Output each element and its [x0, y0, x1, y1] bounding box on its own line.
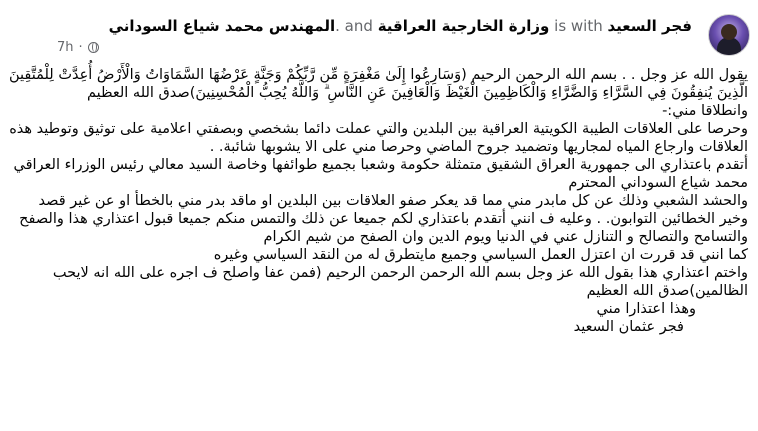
post-line-2: وانطلاقا مني:- [662, 103, 748, 119]
post-line-4: أتقدم باعتذاري الى جمهورية العراق الشقيق متمثلة حكومة وشعبا بجميع طوائفها وخاصة السيد معالي رئيس الوزراء العراقي محمد شياع السوداني المحترم [13, 157, 748, 191]
post-signature: فجر عثمان السعيد [573, 319, 684, 335]
post-meta [57, 40, 99, 55]
post-closing: وهذا اعتذارا مني [596, 301, 696, 317]
post-timestamp[interactable]: 7h [57, 40, 74, 55]
post-body [8, 66, 748, 336]
header-line [109, 16, 692, 36]
post-line-7: واختم اعتذاري هذا بقول الله عز وجل بسم الله الرحمن الرحمن الرحيم (فمن عفا واصلح ف اجره على الله انه لايحب الظالمين)صدق الله العظيم [52, 265, 748, 299]
and-connector: and [344, 17, 373, 35]
globe-icon[interactable] [88, 42, 99, 53]
tagged-person-link[interactable]: المهندس محمد شياع السوداني [108, 17, 336, 35]
post-header [0, 8, 758, 58]
post-line-5: والحشد الشعبي وذلك عن كل مابدر مني مما قد يعكر صفو العلاقات بين البلدين او ماقد بدر مني بالخطأ او عن غير قصد وخير الخطائين التوابون. . وعليه ف انني أتقدم باعتذاري لكم جميعا عن ذلك والتمس منكم جميعا قبول اعتذاري هذا والصفح والتسامح والتصالح و التنازل عني في الدنيا ويوم الدين وان الصفح من شيم الكرام [19, 193, 748, 245]
tagged-ministry-link[interactable]: وزارة الخارجية العراقية [377, 17, 550, 35]
author-avatar[interactable] [708, 14, 750, 56]
post-line-3: وحرصا على العلاقات الطيبة الكويتية العراقية بين البلدين والتي عملت دائما بشخصي وبصفتي اعلامية على توثيق وتوطيد هذه العلاقات وارجاع المياه لمجاريها وتضميد جروح الماضي وحرصا مني على الا يشوبها شائبة. . [9, 121, 748, 155]
author-name-link[interactable]: فجر السعيد [607, 17, 692, 35]
meta-separator: · [78, 40, 83, 55]
post-line-1: يقول الله عز وجل . . بسم الله الرحمن الرحيم (وَسَارِعُوا إِلَىٰ مَغْفِرَةٍ مِّن رَّبِّكُمْ وَجَنَّةٍ عَرْضُهَا السَّمَاوَاتُ وَالْأَرْضُ أُعِدَّتْ لِلْمُتَّقِينَ الَّذِينَ يُنفِقُونَ فِي السَّرَّاءِ وَالضَّرَّاءِ وَالْكَاظِمِينَ الْغَيْظَ وَالْعَافِينَ عَنِ النَّاسِ ۗ وَاللَّهُ يُحِبُّ الْمُحْسِنِينَ)صدق الله العظيم [9, 67, 748, 101]
post-line-6: كما انني قد قررت ان اعتزل العمل السياسي وجميع مايتطرق له من النقد السياسي وغيره [213, 247, 748, 263]
is-with-connector: is with [554, 17, 603, 35]
header-end-dot: . [335, 17, 340, 35]
